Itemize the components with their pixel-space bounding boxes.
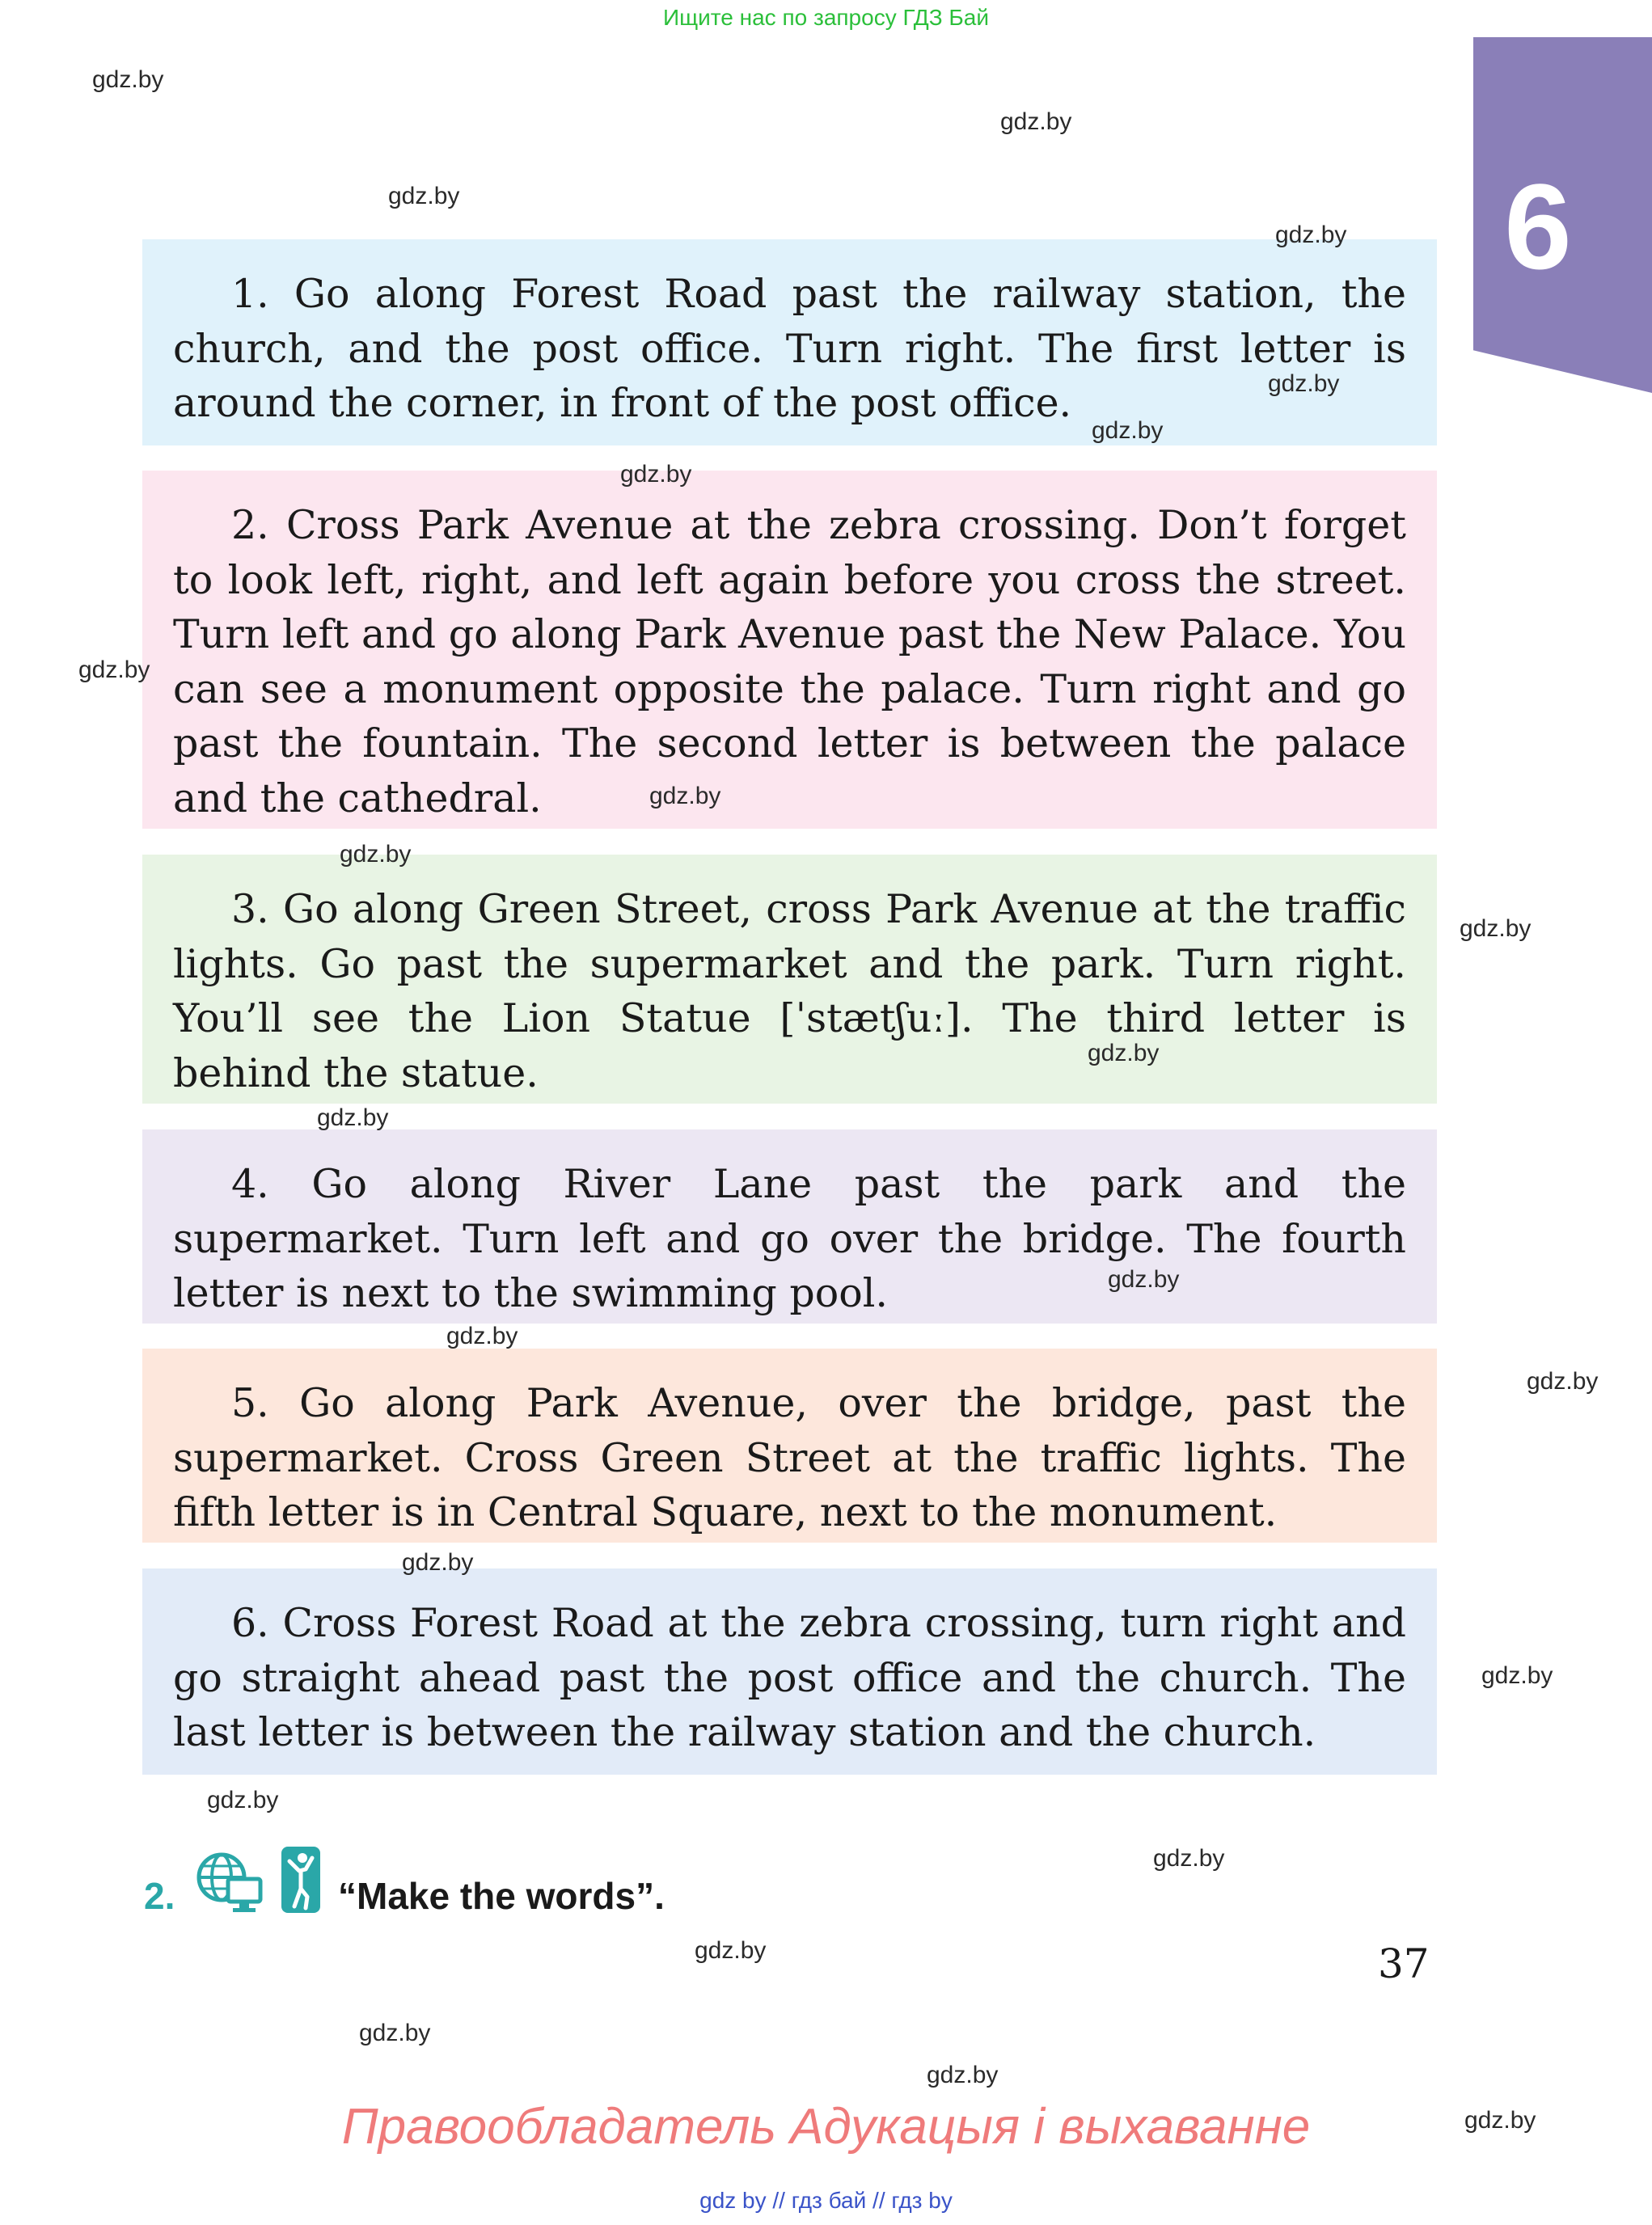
watermark: gdz.by — [1527, 1368, 1599, 1395]
watermark: gdz.by — [620, 461, 692, 488]
chapter-number: 6 — [1504, 158, 1572, 294]
watermark: gdz.by — [359, 2020, 431, 2046]
top-banner[interactable]: Ищите нас по запросу ГДЗ Бай — [662, 5, 990, 30]
watermark: gdz.by — [1481, 1662, 1553, 1689]
watermark: gdz.by — [1460, 915, 1532, 942]
person-activity-icon — [281, 1847, 320, 1913]
watermark: gdz.by — [78, 657, 150, 683]
watermark: gdz.by — [207, 1787, 279, 1813]
watermark: gdz.by — [649, 783, 721, 809]
page-number: 37 — [1378, 1940, 1430, 1987]
exercise-number: 2. — [144, 1875, 175, 1917]
instruction-box-1: 1. Go along Forest Road past the railway station, the church, and the post office. Turn right. The first letter is around the corner, in front of the post office. — [142, 239, 1437, 445]
watermark: gdz.by — [388, 183, 460, 209]
watermark: gdz.by — [1153, 1845, 1225, 1872]
instruction-box-2: 2. Cross Park Avenue at the zebra crossing. Don’t forget to look left, right, and left again before you cross the street. Turn left and go along Park Avenue past the New Palace. You can see a monument opposite the palace. Turn right and go past the fountain. The second letter is between the palace and the cathedral. — [142, 471, 1437, 829]
watermark: gdz.by — [927, 2062, 999, 2088]
watermark: gdz.by — [1000, 108, 1072, 135]
watermark: gdz.by — [1464, 2107, 1536, 2134]
watermark: gdz.by — [1092, 417, 1164, 444]
watermark: gdz.by — [402, 1549, 474, 1576]
exercise-title: “Make the words”. — [338, 1875, 665, 1917]
copyright-line: Правообладатель Адукацыя і выхаванне — [341, 2099, 1311, 2155]
watermark: gdz.by — [695, 1937, 767, 1964]
instruction-box-6: 6. Cross Forest Road at the zebra crossing, turn right and go straight ahead past the post office and the church. The last letter is between the railway station and the church. — [142, 1568, 1437, 1775]
instruction-box-4: 4. Go along River Lane past the park and the supermarket. Turn left and go over the bridge. The fourth letter is next to the swimming pool. — [142, 1129, 1437, 1324]
globe-computer-icon — [194, 1850, 264, 1915]
instruction-box-3: 3. Go along Green Street, cross Park Avenue at the traffic lights. Go past the supermarket and the park. Turn right. You’ll see the Lion Statue [ˈstætʃuː]. The third letter is behind the statue. — [142, 855, 1437, 1104]
watermark: gdz.by — [1268, 370, 1340, 397]
watermark: gdz.by — [92, 66, 164, 93]
bottom-links[interactable]: gdz by // гдз бай // гдз by — [699, 2188, 953, 2213]
watermark: gdz.by — [446, 1323, 518, 1349]
instruction-box-5: 5. Go along Park Avenue, over the bridge, past the supermarket. Cross Green Street at the traffic lights. The fifth letter is in Central Square, next to the monument. — [142, 1349, 1437, 1543]
watermark: gdz.by — [340, 841, 412, 868]
watermark: gdz.by — [1088, 1040, 1160, 1066]
watermark: gdz.by — [317, 1104, 389, 1131]
watermark: gdz.by — [1108, 1266, 1180, 1293]
watermark: gdz.by — [1275, 222, 1347, 248]
